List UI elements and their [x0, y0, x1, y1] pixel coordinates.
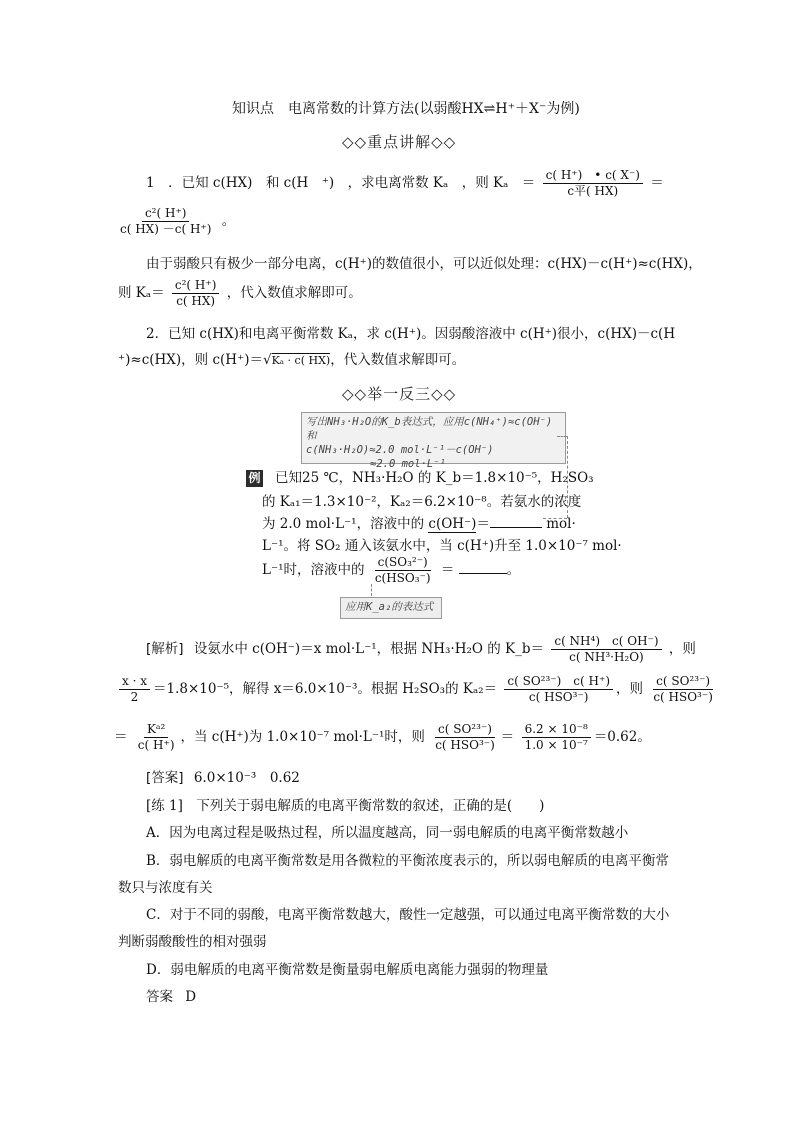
ka-lead: 则 Kₐ＝	[118, 285, 165, 301]
example-line-2: 的 Kₐ₁＝1.3×10⁻²，Kₐ₂＝6.2×10⁻⁸。若氨水的浓度	[262, 494, 582, 510]
ratio-numerator-2: c( SO²³⁻)	[435, 722, 495, 738]
ka-denominator-2: c( HX) －c( H⁺)	[120, 222, 212, 236]
example-unit: mol·	[546, 516, 576, 532]
sulfite-denominator: c(HSO₃⁻)	[374, 571, 431, 585]
example-line-5	[262, 555, 520, 586]
x-squared-numerator: x · x	[119, 674, 150, 690]
example-line-3	[262, 512, 576, 532]
practice-question: [练 1] 下列关于弱电解质的电离平衡常数的叙述，正确的是( )	[146, 798, 545, 814]
analysis-line-3	[114, 722, 651, 753]
kb-fraction	[551, 634, 661, 665]
ka2-over-h-fraction	[135, 722, 178, 753]
x-squared-denominator: 2	[130, 690, 139, 704]
paragraph-approximation: 由于弱酸只有极少一部分电离，c(H⁺)的数值很小，可以近似处理：c(HX)－c(H⁺)≈c(HX)，	[146, 256, 702, 272]
analysis-text-3: ，当 c(H⁺)为 1.0×10⁻⁷ mol·L⁻¹时，则	[180, 729, 425, 745]
kb-numerator: c( NH⁴) c( OH⁻)	[551, 634, 661, 650]
example-text-5a: L⁻¹时，溶液中的	[262, 562, 365, 578]
note-top-line-2: c(NH₃·H₂O)≈2.0 mol·L⁻¹－c(OH⁻)	[306, 444, 494, 456]
annotation-note-top	[301, 412, 566, 470]
option-c-line-2: 判断弱酸酸性的相对强弱	[118, 934, 267, 950]
connector-top-h	[557, 436, 567, 437]
ka-approx-numerator: c²( H⁺)	[172, 278, 220, 294]
option-a: A．因为电离过程是吸热过程，所以温度越高，同一弱电解质的电离平衡常数越小	[146, 825, 629, 841]
kb-denominator: c( NH³·H₂O)	[569, 650, 644, 664]
example-text-3a: 为 2.0 mol·L⁻¹，溶液中的	[262, 516, 425, 532]
section-banner-practice: ◇◇举一反三◇◇	[342, 385, 457, 403]
x-squared-fraction	[119, 674, 150, 705]
page-title: 知识点 电离常数的计算方法(以弱酸HX⇌H⁺＋X⁻为例)	[232, 101, 580, 117]
option-b-line-2: 数只与浓度有关	[118, 880, 213, 896]
analysis-tag: [解析]	[146, 641, 184, 657]
ratio-denominator-2: c( HSO³⁻)	[435, 738, 495, 752]
analysis-then-2: ，则	[616, 681, 644, 697]
oh-concentration-label: c(OH⁻)	[428, 516, 477, 532]
ka-numerator-2: c²( H⁺)	[142, 206, 190, 222]
numeric-numerator: 6.2 × 10⁻⁸	[522, 722, 591, 738]
equals-sign: ＝	[650, 175, 664, 191]
note-top-line-1: 写出NH₃·H₂O的K_b表达式，应用c(NH₄⁺)≈c(OH⁻)和	[306, 416, 553, 442]
answer-line-1	[146, 766, 300, 786]
analysis-eq-3: ＝	[114, 729, 128, 745]
ratio-denominator: c( HSO³⁻)	[653, 690, 713, 704]
ka2-fraction	[504, 674, 613, 705]
radicand: Kₐ · c( HX)	[271, 354, 331, 367]
ka-fraction-2	[117, 206, 214, 237]
numeric-denominator: 1.0 × 10⁻⁷	[524, 738, 588, 752]
item-1-line-2	[114, 206, 235, 237]
ka2-over-h-numerator: Kᵃ²	[144, 722, 168, 738]
example-text-1: 已知25 ℃，NH₃·H₂O 的 K_b＝1.8×10⁻⁵，H₂SO₃	[275, 470, 594, 486]
answer-tag-1: [答案]	[146, 770, 184, 786]
ratio-fraction-2	[432, 722, 498, 753]
option-c-line-1: C．对于不同的弱酸，电离平衡常数越大，酸性一定越强，可以通过电离平衡常数的大小	[146, 907, 670, 923]
note-top-line-3: ≈2.0 mol·L⁻¹	[370, 458, 446, 470]
ka-approx-fraction	[172, 278, 220, 309]
paragraph-ka-result	[118, 278, 362, 309]
example-equals-2: ＝	[440, 562, 455, 578]
analysis-line-1	[146, 634, 696, 665]
ka-numerator: c( H⁺) • c( X⁻)	[543, 168, 643, 184]
item-2-lead: ⁺)≈c(HX)，则 c(H⁺)＝√	[118, 352, 272, 368]
sulfite-numerator: c(SO₃²⁻)	[375, 555, 431, 571]
sulfite-ratio-fraction	[372, 555, 434, 586]
practice-answer-value: D	[185, 989, 197, 1005]
ka2-over-h-denominator: c( H⁺)	[137, 738, 175, 752]
answer-blank-1[interactable]	[490, 515, 542, 528]
analysis-eq-4: ＝	[500, 729, 515, 745]
item-1-lead: 1 ．已知 c(HX) 和 c(H ⁺) ，求电离常数 Kₐ ，则 Kₐ ＝	[146, 175, 536, 191]
item-1-line	[146, 168, 664, 199]
option-d: D．弱电解质的电离平衡常数是衡量弱电解质电离能力强弱的物理量	[146, 962, 549, 978]
ratio-fraction	[650, 674, 716, 705]
answer-blank-2[interactable]	[459, 561, 507, 574]
option-b-line-1: B．弱电解质的电离平衡常数是用各微粒的平衡浓度表示的，所以弱电解质的电离平衡常	[146, 853, 669, 869]
ratio-numerator: c( SO²³⁻)	[653, 674, 713, 690]
annotation-note-bottom: 应用K_a₂的表达式	[340, 597, 442, 619]
analysis-result: ＝0.62。	[593, 729, 651, 745]
analysis-text-1: 设氨水中 c(OH⁻)＝x mol·L⁻¹，根据 NH₃·H₂O 的 K_b＝	[193, 641, 545, 657]
practice-answer-tag: 答案	[146, 989, 173, 1005]
item-2-tail: ，代入数值求解即可。	[330, 352, 466, 368]
example-equals: ＝	[476, 516, 490, 532]
ka-fraction	[543, 168, 643, 199]
connector-bottom-v	[371, 584, 372, 596]
item-2-line-2	[118, 348, 465, 368]
example-period: 。	[506, 562, 521, 578]
section-banner-key-points: ◇◇重点讲解◇◇	[342, 133, 457, 151]
ka2-denominator: c( HSO³⁻)	[528, 690, 589, 704]
ka-denominator: c平( HX)	[567, 184, 619, 198]
ka-tail: ，代入数值求解即可。	[226, 285, 362, 301]
analysis-line-2	[116, 674, 719, 705]
item-2-line-1: 2．已知 c(HX)和电离平衡常数 Kₐ，求 c(H⁺)。因弱酸溶液中 c(H⁺)很小，c(HX)－c(H	[146, 326, 676, 342]
ka2-numerator: c( SO²³⁻) c( H⁺)	[504, 674, 613, 690]
ka-approx-denominator: c( HX)	[176, 294, 216, 308]
analysis-then-1: ，则	[668, 641, 696, 657]
example-line-4: L⁻¹。将 SO₂ 通入该氨水中，当 c(H⁺)升至 1.0×10⁻⁷ mol·	[262, 538, 622, 554]
example-icon: 例	[246, 470, 263, 487]
example-line-1	[246, 466, 594, 487]
numeric-fraction	[522, 722, 591, 753]
answer-text-1: 6.0×10⁻³ 0.62	[193, 770, 300, 786]
analysis-text-2: ＝1.8×10⁻⁵，解得 x＝6.0×10⁻³。根据 H₂SO₃的 Kₐ₂＝	[152, 681, 498, 697]
item-1-tail: 。	[221, 213, 236, 229]
practice-answer	[146, 985, 196, 1005]
